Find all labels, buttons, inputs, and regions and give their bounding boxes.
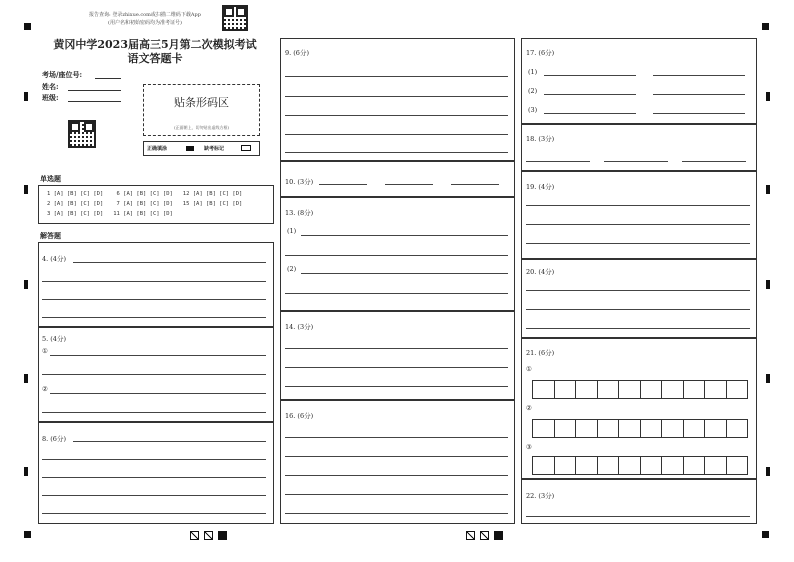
absent-checkbox[interactable]	[241, 145, 251, 151]
timing-mark	[766, 185, 770, 194]
q10-panel	[280, 161, 515, 197]
answer-line[interactable]	[526, 243, 750, 244]
q13-panel	[280, 197, 515, 311]
answer-line[interactable]	[285, 367, 508, 368]
alignment-mark	[24, 23, 31, 30]
mcq-row-2[interactable]: 2 [A] [B] [C] [D] 7 [A] [B] [C] [D] 15 [A] [B] [C] [D]	[47, 201, 243, 207]
answer-line[interactable]	[73, 262, 266, 263]
answer-line[interactable]	[285, 348, 508, 349]
student-qr-icon	[68, 120, 96, 148]
q21-sub-2: ②	[526, 404, 532, 412]
answer-line[interactable]	[451, 184, 499, 185]
answer-line[interactable]	[285, 76, 508, 77]
answer-line[interactable]	[682, 161, 746, 162]
answer-line[interactable]	[285, 115, 508, 116]
answer-line[interactable]	[526, 161, 590, 162]
answer-line[interactable]	[285, 494, 508, 495]
timing-mark	[24, 92, 28, 101]
answer-line[interactable]	[285, 437, 508, 438]
q16-panel	[280, 400, 515, 524]
title-line-2: 语文答题卡	[127, 52, 183, 65]
answer-line[interactable]	[301, 273, 508, 274]
answer-line[interactable]	[385, 184, 433, 185]
q4-label: 4. (4分)	[42, 255, 66, 263]
answer-line[interactable]	[544, 94, 636, 95]
barcode-title: 贴条形码区	[174, 96, 229, 109]
page-marker	[190, 531, 199, 540]
q19-panel	[521, 171, 757, 259]
answer-line[interactable]	[285, 96, 508, 97]
mcq-section-label: 单选题	[40, 174, 61, 183]
q13-sub-2: (2)	[287, 265, 297, 273]
answer-line[interactable]	[42, 513, 266, 514]
name-field[interactable]	[68, 90, 121, 91]
answer-line[interactable]	[285, 152, 508, 153]
q13-label: 13. (8分)	[285, 209, 314, 217]
answer-line[interactable]	[526, 309, 750, 310]
title-line-1: 黄冈中学2023届高三5月第二次模拟考试	[53, 38, 257, 51]
q21-panel	[521, 338, 757, 479]
answer-line[interactable]	[42, 317, 266, 318]
q5-label: 5. (4分)	[42, 335, 66, 343]
answer-line[interactable]	[42, 495, 266, 496]
answer-line[interactable]	[604, 161, 668, 162]
q5-sub-1: ①	[42, 347, 48, 355]
answer-line[interactable]	[285, 293, 508, 294]
alignment-mark	[762, 531, 769, 538]
q8-panel	[38, 422, 274, 524]
class-label: 班级:	[42, 93, 59, 102]
q10-label: 10. (3分)	[285, 178, 314, 186]
timing-mark	[24, 374, 28, 383]
q5-panel	[38, 327, 274, 422]
answer-line[interactable]	[544, 75, 636, 76]
timing-mark	[766, 467, 770, 476]
answer-line[interactable]	[301, 235, 508, 236]
answer-line[interactable]	[526, 290, 750, 291]
answer-line[interactable]	[653, 94, 745, 95]
answer-line[interactable]	[42, 477, 266, 478]
q22-panel	[521, 479, 757, 524]
q17-panel	[521, 38, 757, 124]
timing-mark	[766, 92, 770, 101]
q8-label: 8. (6分)	[42, 435, 66, 443]
char-grid[interactable]	[532, 456, 748, 475]
fill-legend	[143, 141, 260, 156]
q17-sub-2: (2)	[528, 87, 538, 95]
qr-code-icon	[222, 5, 248, 31]
timing-mark	[24, 467, 28, 476]
answer-line[interactable]	[42, 459, 266, 460]
mcq-box	[38, 185, 274, 224]
q14-panel	[280, 311, 515, 400]
absent-label: 缺考标记	[204, 146, 225, 152]
q17-sub-1: (1)	[528, 68, 538, 76]
answer-line[interactable]	[285, 386, 508, 387]
answer-line[interactable]	[285, 513, 508, 514]
barcode-note: (正面朝上，切勿贴出虚线方框)	[173, 125, 230, 130]
timing-mark	[24, 185, 28, 194]
q21-label: 21. (6分)	[526, 349, 555, 357]
answer-line[interactable]	[42, 299, 266, 300]
notice-line-2: (用户名和初始密码均为准考证号)	[108, 20, 182, 26]
exam-seat-field[interactable]	[95, 78, 121, 79]
mcq-row-3[interactable]: 3 [A] [B] [C] [D] 11 [A] [B] [C] [D]	[47, 211, 173, 217]
page-marker	[204, 531, 213, 540]
answer-line[interactable]	[526, 328, 750, 329]
q21-sub-1: ①	[526, 365, 532, 373]
q9-label: 9. (6分)	[285, 49, 309, 57]
answer-line[interactable]	[42, 374, 266, 375]
answer-line[interactable]	[544, 113, 636, 114]
answer-line[interactable]	[319, 184, 367, 185]
q20-label: 20. (4分)	[526, 268, 555, 276]
answer-line[interactable]	[285, 475, 508, 476]
q16-label: 16. (6分)	[285, 412, 314, 420]
correct-fill-label: 正确填涂	[147, 146, 168, 152]
filled-sample-icon	[186, 146, 194, 151]
mcq-row-1[interactable]: 1 [A] [B] [C] [D] 6 [A] [B] [C] [D] 12 [A] [B] [C] [D]	[47, 191, 243, 197]
answer-line[interactable]	[285, 255, 508, 256]
answer-line[interactable]	[526, 205, 750, 206]
exam-seat-label: 考场/座位号:	[42, 70, 83, 79]
char-grid[interactable]	[532, 419, 748, 438]
page-marker	[494, 531, 503, 540]
q5-sub-2: ②	[42, 385, 48, 393]
timing-mark	[766, 280, 770, 289]
answer-line[interactable]	[42, 281, 266, 282]
timing-mark	[24, 280, 28, 289]
page-marker	[480, 531, 489, 540]
barcode-area	[143, 84, 260, 136]
page-marker	[218, 531, 227, 540]
answer-line[interactable]	[285, 134, 508, 135]
q19-label: 19. (4分)	[526, 183, 555, 191]
q20-panel	[521, 259, 757, 338]
report-notice	[60, 11, 230, 27]
q18-label: 18. (3分)	[526, 135, 555, 143]
q21-sub-3: ③	[526, 443, 532, 451]
q17-sub-3: (3)	[528, 106, 538, 114]
answer-line[interactable]	[42, 412, 266, 413]
answer-line[interactable]	[285, 456, 508, 457]
answer-line[interactable]	[526, 516, 750, 517]
q13-sub-1: (1)	[287, 227, 297, 235]
class-field[interactable]	[68, 101, 121, 102]
q14-label: 14. (3分)	[285, 323, 314, 331]
answers-section-label: 解答题	[40, 231, 61, 240]
alignment-mark	[24, 531, 31, 538]
answer-line[interactable]	[526, 224, 750, 225]
alignment-mark	[762, 23, 769, 30]
answer-line[interactable]	[73, 441, 266, 442]
notice-line-1: 报告查询: 登录zhixue.com或扫描二维码下载App	[89, 12, 201, 18]
answer-line[interactable]	[50, 393, 266, 394]
q18-panel	[521, 124, 757, 171]
timing-mark	[766, 374, 770, 383]
char-grid[interactable]	[532, 380, 748, 399]
answer-line[interactable]	[50, 355, 266, 356]
q4-panel	[38, 242, 274, 327]
page-title	[40, 38, 270, 66]
answer-line[interactable]	[653, 75, 745, 76]
q17-label: 17. (6分)	[526, 49, 555, 57]
name-label: 姓名:	[42, 82, 59, 91]
page-marker	[466, 531, 475, 540]
q22-label: 22. (3分)	[526, 492, 555, 500]
answer-line[interactable]	[653, 113, 745, 114]
q9-panel	[280, 38, 515, 161]
